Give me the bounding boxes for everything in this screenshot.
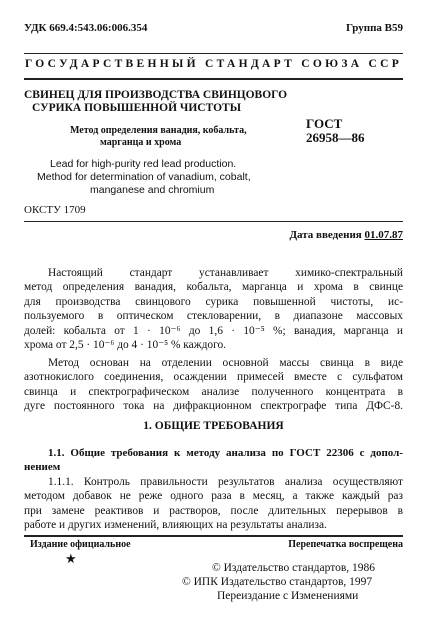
intro-line: пользуемого в оптическом стекловарении, в диапазоне массовых [24, 310, 403, 323]
intro-line: метод определения ванадия, кобальта, марганца и хрома в свинце [24, 281, 403, 294]
date-label: Дата введения [289, 229, 362, 241]
item-1-1-1-line: методом добавок не реже одного раза в месяц, а также каждый раз [24, 490, 403, 503]
header-rule [24, 53, 403, 54]
method-line: азотнокислого соединения, осаждении примесей вместе с сульфатом [24, 371, 403, 384]
english-title-line2: Method for determination of vanadium, cobalt, [37, 171, 251, 183]
gost-label: ГОСТ [306, 116, 343, 131]
intro-line: для производства свинцового сурика повышенной чистоты, ис- [24, 295, 403, 308]
star-icon: ★ [65, 551, 77, 566]
date-of-introduction [289, 229, 403, 241]
copyright-1997: © ИПК Издательство стандартов, 1997 [182, 576, 373, 588]
english-title-line3: manganese and chromium [90, 184, 215, 196]
item-1-1 [24, 446, 403, 475]
method-line: свинца и спектрографическом анализе полученного концентрата в [24, 385, 403, 398]
intro-line: Настоящий стандарт устанавливает химико-спектральный [48, 267, 403, 279]
item-1-1-1-line: при замене реактивов и растворов, после длительных перерывов в [24, 504, 403, 517]
org-rule [24, 78, 403, 80]
item-1-1-1-line: работе и других изменений, влияющих на результаты анализа. [24, 519, 327, 532]
intro-line: долей: кобальта от 1 · 10⁻⁶ до 1,6 · 10⁻⁵ %; ванадия, марганца и [24, 324, 403, 337]
gost-number: 26958—86 [306, 130, 365, 145]
official-edition: Издание официальное [30, 539, 131, 550]
english-title-line1: Lead for high-purity red lead production. [50, 158, 237, 170]
item-1-1-1 [24, 475, 403, 533]
subtitle-line1: Метод определения ванадия, кобальта, [70, 125, 247, 136]
subtitle-line2: марганца и хрома [100, 137, 182, 148]
reprint-prohibited: Перепечатка воспрещена [288, 539, 403, 550]
udk-code: УДК 669.4:543.06:006.354 [24, 22, 148, 34]
standard-org: ГОСУДАРСТВЕННЫЙ СТАНДАРТ СОЮЗА ССР [24, 58, 403, 70]
method-paragraph [24, 356, 403, 414]
item-1-1-1-line: 1.1.1. Контроль правильности результатов анализа осуществляют [48, 476, 403, 488]
footer-rule [24, 535, 403, 537]
title-line1: СВИНЕЦ ДЛЯ ПРОИЗВОДСТВА СВИНЦОВОГО [24, 89, 288, 101]
item-1-1-line2: нением [24, 461, 61, 474]
okstu-rule [24, 221, 403, 222]
copyright-1986: © Издательство стандартов, 1986 [212, 562, 376, 574]
item-1-1-line1: 1.1. Общие требования к методу анализа по ГОСТ 22306 с допол- [48, 447, 403, 459]
method-line: дуге постоянного тока на дифракционном спектрографе типа ДФС-8. [24, 400, 403, 413]
date-value: 01.07.87 [364, 229, 403, 241]
intro-line: хрома от 2,5 · 10⁻⁶ до 4 · 10⁻⁵ % каждого. [24, 339, 227, 352]
okstu-code: ОКСТУ 1709 [24, 204, 86, 216]
intro-paragraph [24, 266, 403, 352]
group-code: Группа В59 [345, 22, 403, 34]
reissue-note: Переиздание с Изменениями [217, 590, 359, 602]
title-line2: СУРИКА ПОВЫШЕННОЙ ЧИСТОТЫ [32, 102, 242, 114]
section-heading: 1. ОБЩИЕ ТРЕБОВАНИЯ [143, 420, 284, 432]
method-line: Метод основан на отделении основной массы свинца в виде [48, 357, 403, 369]
